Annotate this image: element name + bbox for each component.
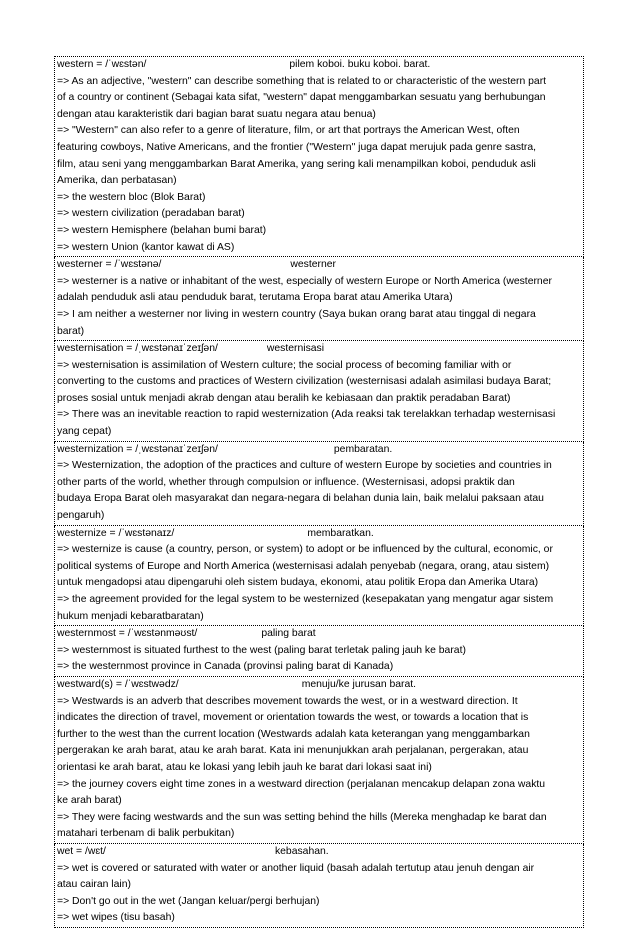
entry-definition-line: ke arah barat): [57, 795, 122, 807]
entry-definition-line: => westernisation is assimilation of Western culture; the social process of becoming familiar with or: [57, 359, 512, 371]
entry-definition-line: => Westwards is an adverb that describes movement towards the west, or in a westward direction. It: [57, 695, 518, 707]
dictionary-entry: [54, 526, 584, 627]
entry-headword-line: [57, 341, 581, 358]
entry-definition-line: further to the west than the current location (Westwards adalah kata keterangan yang menggambarkan: [57, 728, 530, 740]
entry-definition-line: => the western bloc (Blok Barat): [57, 191, 206, 203]
entry-headword-line: [57, 677, 581, 694]
entry-definition-line: political systems of Europe and North America (westernisasi adalah penyebab (negara, orang, atau sistem): [57, 560, 550, 572]
entry-headword-line: [57, 57, 581, 74]
entry-headword-line: [57, 257, 581, 274]
entry-definition-line: indicates the direction of travel, movement or orientation towards the west, or towards a location that is: [57, 712, 529, 724]
entry-definition-line: featuring cowboys, Native Americans, and the frontier ("Western" juga dapat merujuk pada genre sastra,: [57, 141, 537, 153]
dictionary-entry: [54, 341, 584, 442]
dictionary-entry: [54, 257, 584, 341]
entry-definition-line: orientasi ke arah barat, atau ke lokasi yang lebih jauh ke barat dari lokasi saat ini): [57, 761, 432, 773]
dictionary-entry: [54, 442, 584, 526]
entry-headword: westernmost = /ˈwɛstənməʊst/: [57, 628, 198, 640]
entry-definition-line: => the journey covers eight time zones in a westward direction (perjalanan mencakup delapan zona waktu: [57, 778, 546, 790]
entry-definition-line: => I am neither a westerner nor living in western country (Saya bukan orang barat atau tinggal di negara: [57, 308, 536, 320]
entry-definition-line: => wet is covered or saturated with water or another liquid (basah adalah tertutup atau jenuh dengan air: [57, 862, 535, 874]
entry-translation: paling barat: [261, 628, 316, 640]
dictionary-entry: [54, 677, 584, 844]
entry-definition-line: => western civilization (peradaban barat): [57, 208, 245, 220]
entry-definition-line: => Westernization, the adoption of the practices and culture of western Europe by societies and countries in: [57, 460, 552, 472]
entry-headword-line: [57, 442, 581, 459]
entry-headword: westernisation = /ˌwɛstənaɪˈzeɪʃən/: [57, 343, 218, 355]
entry-definition-line: proses sosial untuk menjadi akrab dengan atau beralih ke kebiasaan dan praktik peradaban Barat): [57, 392, 511, 404]
entry-definition-line: atau cairan lain): [57, 879, 131, 891]
document-body: [54, 56, 584, 928]
entry-definition-line: => the agreement provided for the legal system to be westernized (kesepakatan yang mengatur agar sistem: [57, 594, 554, 605]
entry-translation: menuju/ke jurusan barat.: [301, 678, 417, 690]
entry-definition-line: => westernize is cause (a country, person, or system) to adopt or be influenced by the cultural, economic, or: [57, 544, 553, 556]
entry-headword-line: [57, 526, 581, 543]
entry-headword-line: [57, 844, 581, 861]
entry-definition-line: pengaruh): [57, 510, 105, 522]
entry-definition-line: converting to the customs and practices of Western civilization (westernisasi adalah asimilasi budaya Barat;: [57, 376, 552, 388]
entry-definition-line: film, atau seni yang menggambarkan Barat Amerika, yang sering kali menampilkan koboi, penduduk asli: [57, 158, 536, 170]
entry-translation: membaratkan.: [307, 527, 374, 539]
entry-headword: westernize = /ˈwɛstənaɪz/: [57, 527, 175, 539]
dictionary-entry: [54, 844, 584, 928]
entry-definition-line: untuk mengadopsi atau dipengaruhi oleh sistem budaya, ekonomi, atau politik Eropa dan Amerika Utara): [57, 577, 539, 589]
entry-definition-line: pergerakan ke arah barat, atau ke arah barat. Kata ini menunjukkan arah perjalanan, pergerakan, atau: [57, 745, 529, 757]
entry-definition-line: => There was an inevitable reaction to rapid westernization (Ada reaksi tak terelakkan terhadap westernisasi: [57, 409, 556, 421]
entry-definition-line: => western Hemisphere (belahan bumi barat): [57, 224, 267, 236]
entry-definition-line: other parts of the world, whether through compulsion or influence. (Westernisasi, adopsi praktik dan: [57, 476, 515, 488]
entry-definition-line: of a country or continent (Sebagai kata sifat, "western" dapat menggambarkan sesuatu yang berhubungan: [57, 92, 546, 104]
entry-definition-line: => They were facing westwards and the sun was setting behind the hills (Mereka menghadap ke barat dan: [57, 811, 547, 823]
entry-definition-line: dengan atau karakteristik dari bagian barat suatu negara atau benua): [57, 108, 376, 120]
entry-headword-line: [57, 626, 581, 643]
entry-translation: westerner: [290, 259, 337, 271]
entry-definition-line: matahari terbenam di balik perbukitan): [57, 828, 235, 840]
entry-definition-line: => wet wipes (tisu basah): [57, 912, 175, 924]
entry-definition-line: => Don't go out in the wet (Jangan keluar/pergi berhujan): [57, 895, 320, 907]
entry-definition-line: adalah penduduk asli atau penduduk barat, terutama Eropa barat atau Amerika Utara): [57, 292, 453, 304]
entry-translation: kebasahan.: [274, 845, 329, 857]
entry-headword: westward(s) = /ˈwɛstwədz/: [57, 678, 179, 690]
entry-definition-line: barat): [57, 325, 85, 337]
entry-headword: westerner = /ˈwɛstənə/: [57, 259, 162, 271]
entry-translation: westernisasi: [266, 343, 325, 355]
entry-definition-line: Amerika, dan perbatasan): [57, 175, 177, 187]
dictionary-entry: [54, 626, 584, 677]
entry-definition-line: => As an adjective, "western" can describe something that is related to or characteristic of the western part: [57, 75, 547, 87]
entry-headword: western = /ˈwɛstən/: [57, 59, 147, 70]
entry-definition-line: => westerner is a native or inhabitant of the west, especially of western Europe or North America (westerner: [57, 275, 552, 287]
entry-definition-line: hukum menjadi kebaratbaratan): [57, 610, 204, 622]
entry-definition-line: => "Western" can also refer to a genre of literature, film, or art that portrays the American West, often: [57, 125, 520, 137]
entry-translation: pilem koboi. buku koboi. barat.: [289, 59, 431, 70]
entry-headword: westernization = /ˌwɛstənaɪˈzeɪʃən/: [57, 443, 218, 455]
entry-translation: pembaratan.: [333, 443, 393, 455]
entry-definition-line: => westernmost is situated furthest to the west (paling barat terletak paling jauh ke barat): [57, 644, 466, 656]
entry-definition-line: budaya Eropa Barat oleh masyarakat dan negara-negara di belahan dunia lain, baik melalui paksaan atau: [57, 493, 544, 505]
entry-definition-line: => the westernmost province in Canada (provinsi paling barat di Kanada): [57, 661, 394, 673]
entry-definition-line: => western Union (kantor kawat di AS): [57, 241, 235, 253]
entry-headword: wet = /wɛt/: [57, 845, 106, 857]
dictionary-entry: [54, 56, 584, 257]
entry-definition-line: yang cepat): [57, 426, 112, 438]
